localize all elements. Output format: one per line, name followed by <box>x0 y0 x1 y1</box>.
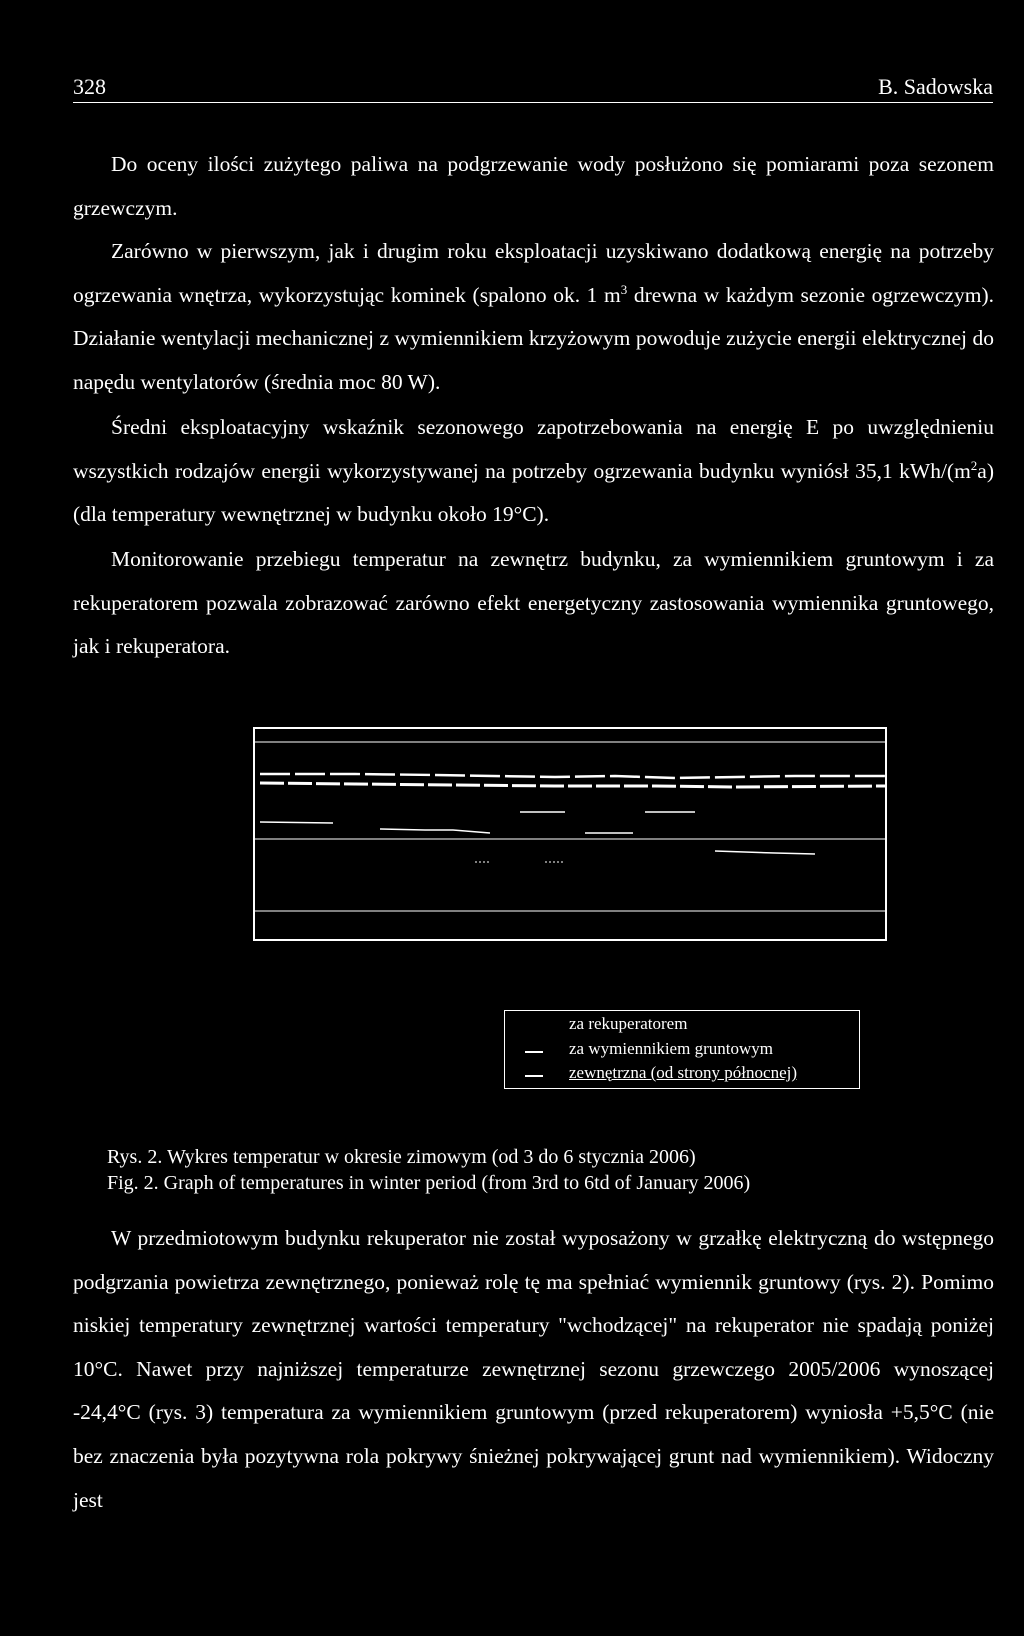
legend-item <box>505 1039 859 1063</box>
legend-item <box>505 1014 859 1038</box>
paragraph-fuel <box>73 143 994 230</box>
paragraph-extra-energy-a: Zarówno w pierwszym, jak i drugim roku eksploatacji uzyskiwano dodatkową energię na potrzeby ogrzewania wnętrza, wykorzystując kominek (spalono ok. 1 m <box>73 239 994 307</box>
legend-swatch <box>525 1075 543 1077</box>
legend-label: zewnętrzna (od strony północnej) <box>569 1063 797 1082</box>
paragraph-recuperator: W przedmiotowym budynku rekuperator nie został wyposażony w grzałkę elektryczną do wstępnego podgrzania powietrza zewnętrznego, ponieważ rolę tę ma spełniać wymiennik gruntowy (rys. 2). Pomimo niskiej temperatury zewnętrznej wartości temperatury "wchodzącej" na rekuperator nie spadają poniżej 10°C. Nawet przy najniższej temperaturze zewnętrznej sezonu grzewczego 2005/2006 wynoszącej -24,4°C (rys. 3) temperatura za wymiennikiem gruntowym (przed rekuperatorem) wyniosła +5,5°C (nie bez znaczenia była pozytywna rola pokrywy śnieżnej pokrywającej grunt nad wymiennikiem). Widoczny jest <box>73 1226 994 1512</box>
paragraph-monitoring: Monitorowanie przebiegu temperatur na zewnętrz budynku, za wymiennikiem gruntowym i za rekuperatorem pozwala zobrazować zarówno efekt energetyczny zastosowania wymiennika gruntowego, jak i rekuperatora. <box>73 547 994 659</box>
temperature-chart <box>253 727 887 941</box>
page-header <box>73 70 993 103</box>
paragraph-indicator <box>73 406 994 537</box>
paragraph-indicator-b: a) (dla temperatury wewnętrznej w budynku około 19°C). <box>73 458 994 527</box>
figure-caption-pl: Rys. 2. Wykres temperatur w okresie zimowym (od 3 do 6 stycznia 2006) <box>107 1146 696 1168</box>
legend-label: za wymiennikiem gruntowym <box>569 1039 773 1058</box>
series-line-za-wymiennikiem <box>260 783 885 787</box>
paragraph-fuel-line2: sezonem grzewczym. <box>73 152 995 220</box>
paragraph-fuel-line1: Do oceny ilości zużytego paliwa na podgrzewanie wody posłużono się pomiarami poza <box>111 152 910 176</box>
superscript-2: 2 <box>970 457 978 473</box>
paragraph-extra-energy-b: drewna w każdym sezonie ogrzewczym). Działanie wentylacji mechanicznej z wymiennikiem krzyżowym powoduje zużycie energii elektrycznej do napędu wentylatorów (średnia moc 80 W). <box>73 282 994 394</box>
series-line-za-rekuperatorem <box>260 774 885 778</box>
legend-item <box>505 1063 859 1087</box>
superscript-3: 3 <box>620 281 628 297</box>
paragraph-indicator-a: Średni eksploatacyjny wskaźnik sezonowego zapotrzebowania na energię E po uwzględnieniu wszystkich rodzajów energii wykorzystywanej na potrzeby ogrzewania budynku wyniósł 35,1 kWh/(m <box>73 415 994 483</box>
legend-label: za rekuperatorem <box>569 1014 688 1033</box>
chart-svg <box>255 729 887 941</box>
page-number: 328 <box>73 74 106 99</box>
paragraph-extra-energy <box>73 230 994 404</box>
figure-caption-en: Fig. 2. Graph of temperatures in winter period (from 3rd to 6td of January 2006) <box>107 1172 751 1194</box>
running-author: B. Sadowska <box>878 74 993 99</box>
legend-swatch <box>525 1051 543 1053</box>
series-line-zewnetrzna <box>260 812 815 854</box>
chart-legend <box>504 1010 860 1089</box>
